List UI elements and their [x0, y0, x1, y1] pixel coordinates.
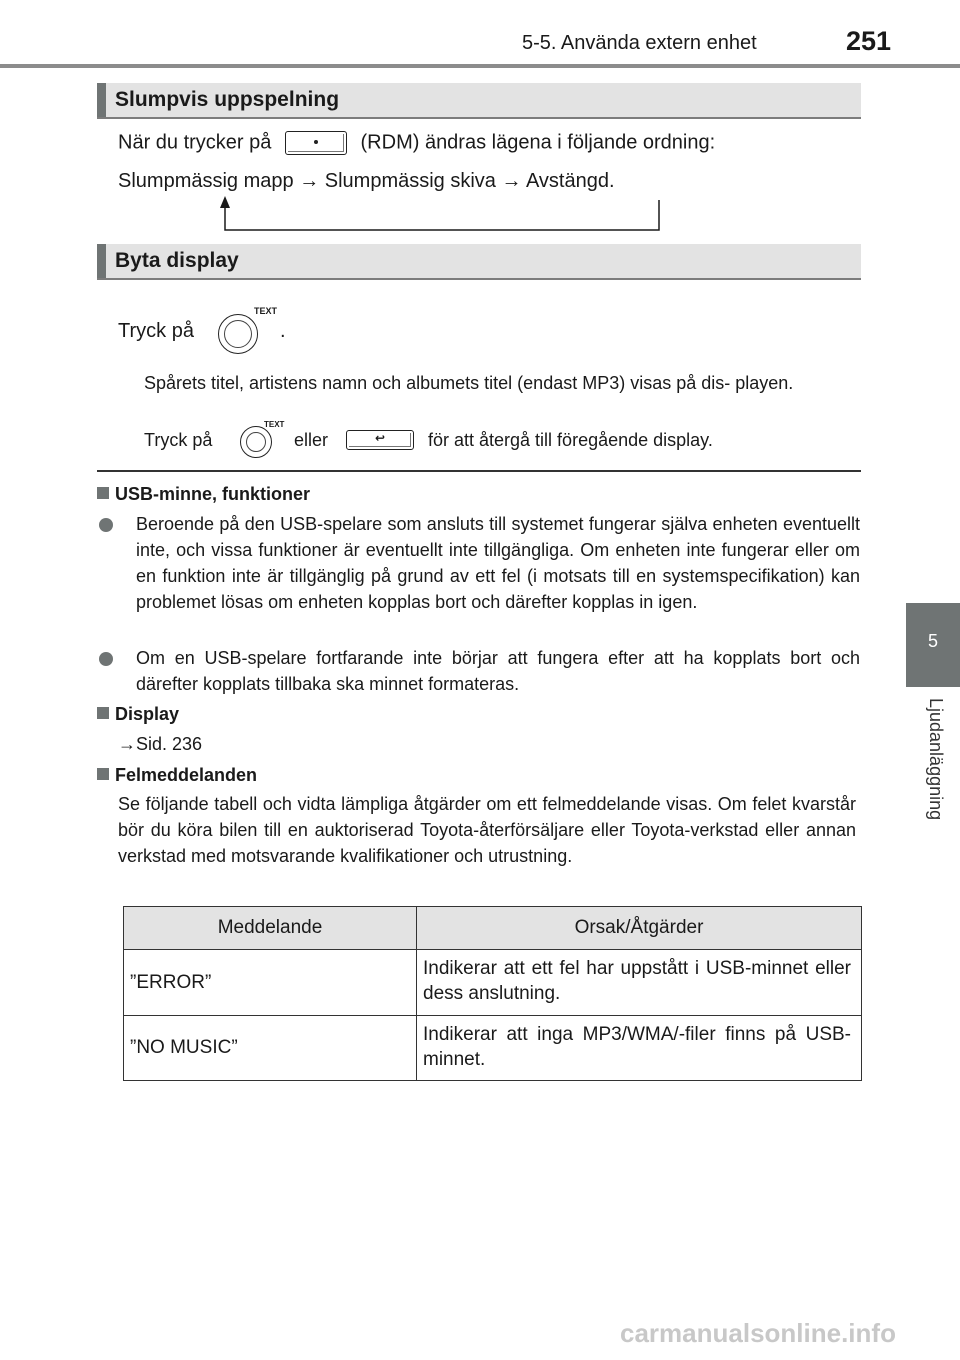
- heading-text: Byta display: [115, 249, 239, 272]
- page-reference-link[interactable]: Sid. 236: [136, 734, 203, 754]
- table-row: [124, 950, 862, 1016]
- message-cell: ”NO MUSIC”: [124, 1016, 417, 1081]
- section-heading-display-switch: [97, 244, 861, 280]
- message-cell: ”ERROR”: [124, 950, 417, 1016]
- display-heading-text: Display: [115, 704, 180, 724]
- heading-bar: [97, 244, 106, 278]
- random-line-pre: När du trycker på: [118, 131, 272, 154]
- random-sequence: [118, 170, 615, 193]
- page-number: 251: [846, 26, 892, 56]
- usb-heading-text: USB-minne, funktioner: [115, 484, 311, 504]
- round-bullet-icon: [99, 652, 113, 671]
- press-pre: Tryck på: [118, 320, 194, 342]
- return-post: för att återgå till föregående display.: [428, 430, 713, 450]
- chapter-number: 5: [927, 631, 938, 651]
- cause-cell: Indikerar att inga MP3/WMA/-filer finns på USB-minnet.: [417, 1016, 862, 1081]
- errors-heading-text: Felmeddelanden: [115, 765, 258, 785]
- watermark: carmanualsonline.info: [620, 1318, 896, 1348]
- arrow-icon: →: [118, 734, 136, 754]
- square-bullet-icon: [97, 707, 109, 719]
- table-row: [124, 1016, 862, 1081]
- error-message-table: [123, 906, 862, 1081]
- sequence-item-folder: Slumpmässig mapp: [118, 170, 294, 192]
- chapter-tab: [906, 603, 960, 687]
- return-instruction: [144, 430, 212, 451]
- usb-bullet-1: Beroende på den USB-spelare som ansluts till systemet fungerar själva enheten eventuellt inte, och vissa funktioner är eventuellt inte tillgängliga. Om enheten inte fungerar eller om en funktion inte är tillgänglig på grund av ett fel (i motsats till en systemspecifikation) kan problemet lösas om enheten kopplas bort och därefter kopplas in igen.: [136, 514, 860, 612]
- table-header-row: [124, 907, 862, 950]
- press-post: .: [280, 320, 286, 342]
- random-instruction: [118, 131, 715, 155]
- errors-heading: [97, 765, 257, 786]
- display-reference: [118, 734, 202, 755]
- divider: [97, 470, 861, 472]
- knob-label: TEXT: [254, 306, 278, 316]
- arrow-icon: →: [299, 170, 320, 192]
- header-rule: [0, 64, 960, 68]
- square-bullet-icon: [97, 487, 109, 499]
- return-mid: eller: [294, 430, 329, 450]
- column-header-message: Meddelande: [124, 907, 417, 950]
- section-heading-random: [97, 83, 861, 119]
- column-header-cause: Orsak/Åtgärder: [417, 907, 862, 950]
- rdm-button-icon: [285, 131, 347, 155]
- display-heading: [97, 704, 179, 725]
- section-title: 5-5. Använda extern enhet: [522, 32, 757, 54]
- usb-bullet-2: Om en USB-spelare fortfarande inte börjar att fungera efter att ha kopplats bort och därefter kopplats tillbaka ska minnet formateras.: [136, 648, 860, 694]
- chapter-label: Ljudanläggning: [926, 698, 946, 821]
- random-line-post: (RDM) ändras lägena i följande ordning:: [360, 131, 716, 154]
- press-text-line: [118, 320, 194, 343]
- text-knob-icon: [236, 418, 286, 462]
- knob-label: TEXT: [264, 420, 285, 429]
- heading-text: Slumpvis uppspelning: [115, 88, 340, 111]
- arrow-icon: →: [501, 170, 522, 192]
- sequence-item-disc: Slumpmässig skiva: [324, 170, 496, 192]
- square-bullet-icon: [97, 768, 109, 780]
- back-button-icon: ↩: [346, 430, 414, 450]
- sequence-item-off: Avstängd.: [525, 170, 615, 192]
- heading-bar: [97, 83, 106, 117]
- round-bullet-icon: [99, 518, 113, 537]
- return-pre: Tryck på: [144, 430, 213, 450]
- display-note: Spårets titel, artistens namn och albumets titel (endast MP3) visas på dis- playen.: [144, 373, 794, 393]
- loop-back-arrow-icon: [215, 196, 665, 236]
- errors-text: Se följande tabell och vidta lämpliga åtgärder om ett felmeddelande visas. Om felet kvarstår bör du köra bilen till en auktoriserad Toyota-återförsäljare eller Toyota-verkstad eller annan verkstad med motsvarande kvalifikationer och utrustning.: [118, 794, 856, 866]
- usb-heading: [97, 484, 310, 505]
- cause-cell: Indikerar att ett fel har uppstått i USB-minnet eller dess anslutning.: [417, 950, 862, 1016]
- text-knob-icon: [214, 306, 286, 356]
